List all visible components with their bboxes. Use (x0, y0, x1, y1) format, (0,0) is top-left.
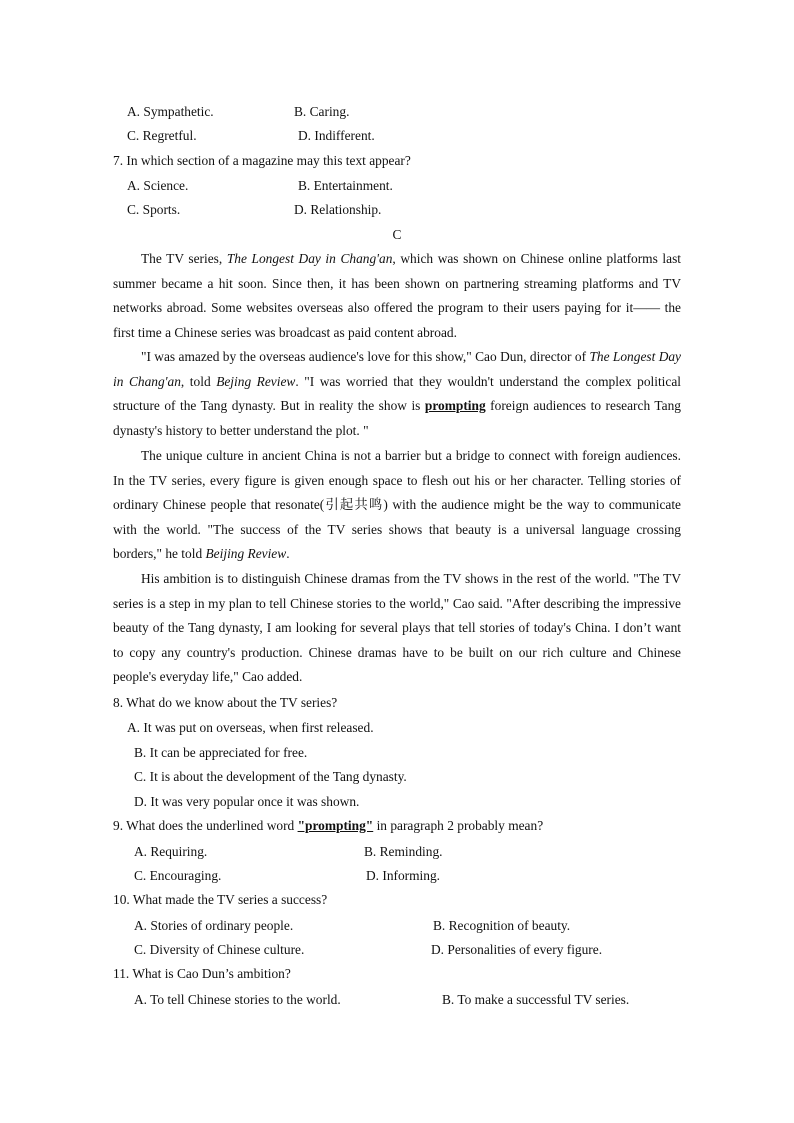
q10-question: 10. What made the TV series a success? (113, 892, 328, 907)
q8-question: 8. What do we know about the TV series? (113, 695, 338, 710)
series-title: The Longest Day in Chang'an (113, 349, 682, 389)
q7-option-b: B. Entertainment. (298, 178, 393, 193)
q7-option-d: D. Relationship. (294, 202, 382, 217)
q9-option-b: B. Reminding. (364, 844, 443, 859)
q8-option-b: B. It can be appreciated for free. (134, 745, 308, 760)
q11-question: 11. What is Cao Dun’s ambition? (113, 966, 291, 981)
q9-option-c: C. Encouraging. (134, 868, 222, 883)
passage-paragraph-3: The unique culture in ancient China is not a barrier but a bridge to connect with foreign audiences. In the TV series, every figure is given enough space to flesh out his or her character. Telling stories of ordinary Chinese people that resonate(引起共鸣) with the audience might be the way to communicate with the world. "The success of the TV series shows that beauty is a universal language crossing borders," he told Beijing Review. (113, 448, 681, 562)
q9-option-d: D. Informing. (366, 868, 441, 883)
q6-option-c: C. Regretful. (127, 128, 197, 143)
magazine-name: Bejing Review (216, 373, 296, 389)
passage-paragraph-4: His ambition is to distinguish Chinese dramas from the TV shows in the rest of the world. "The TV series is a step in my plan to tell Chinese stories to the world," Cao said. "After describing the impressive beauty of the Tang dynasty, I am looking for several plays that tell stories of today's China. I don’t want to copy any country's production. Chinese dramas have to be built on our rich culture and Chinese people's everyday life," Cao added. (113, 571, 681, 685)
q10-option-c: C. Diversity of Chinese culture. (134, 942, 305, 957)
q11-option-b: B. To make a successful TV series. (442, 992, 630, 1007)
q7-option-a: A. Science. (127, 178, 189, 193)
q11-option-a: A. To tell Chinese stories to the world. (134, 992, 341, 1007)
q7-option-c: C. Sports. (127, 202, 181, 217)
q8-option-c: C. It is about the development of the Tang dynasty. (134, 769, 407, 784)
underlined-word: prompting (424, 398, 486, 414)
q6-option-b: B. Caring. (294, 104, 350, 119)
underlined-word: "prompting" (297, 818, 374, 833)
q10-option-a: A. Stories of ordinary people. (134, 918, 294, 933)
q8-option-a: A. It was put on overseas, when first released. (127, 720, 374, 735)
q9-option-a: A. Requiring. (134, 844, 208, 859)
magazine-name: Beijing Review (205, 546, 287, 562)
q10-option-d: D. Personalities of every figure. (431, 942, 603, 957)
series-title: The Longest Day in Chang'an (226, 251, 393, 266)
passage-paragraph-1: The TV series, The Longest Day in Chang'an, which was shown on Chinese online platforms last summer became a hit soon. Since then, it has been shown on partnering streaming platforms and TV networks abroad. Some websites overseas also offered the program to their users paying for it—— the first time a Chinese series was broadcast as paid content abroad. (113, 251, 682, 340)
q7-question: 7. In which section of a magazine may this text appear? (113, 153, 411, 168)
q8-option-d: D. It was very popular once it was shown. (134, 794, 360, 809)
q10-option-b: B. Recognition of beauty. (433, 918, 571, 933)
q9-question: 9. What does the underlined word "prompting" in paragraph 2 probably mean? (113, 818, 544, 833)
section-label: C (392, 227, 402, 242)
q6-option-d: D. Indifferent. (298, 128, 375, 143)
passage-paragraph-2: "I was amazed by the overseas audience's love for this show," Cao Dun, director of The Longest Day in Chang'an, told Bejing Review. "I was worried that they wouldn't understand the complex political structure of the Tang dynasty. But in reality the show is prompting foreign audiences to research Tang dynasty's history to better understand the plot. " (113, 349, 682, 438)
q6-option-a: A. Sympathetic. (127, 104, 214, 119)
